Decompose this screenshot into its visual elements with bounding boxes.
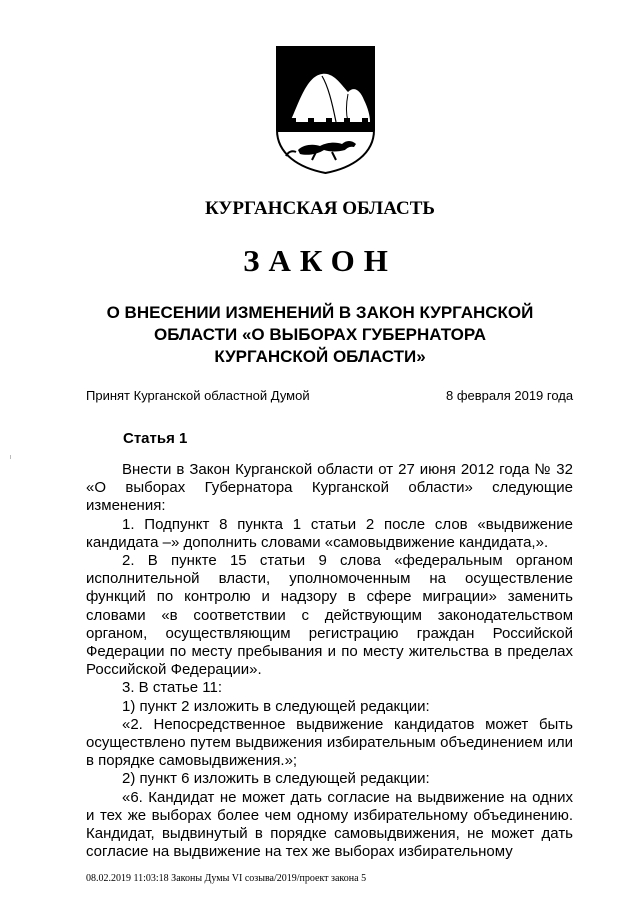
document-footer: 08.02.2019 11:03:18 Законы Думы VI созыва/2019/проект закона 5 (86, 873, 367, 884)
article-paragraph: «2. Непосредственное выдвижение кандидатов может быть осуществлено путем выдвижения избирательным объединением или в порядке самовыдвижения.»; (86, 715, 573, 770)
law-title: ЗАКОН (243, 243, 397, 278)
kurgan-coat-of-arms-emblem (276, 46, 375, 174)
margin-mark (10, 455, 11, 459)
article-paragraph: «6. Кандидат не может дать согласие на выдвижение на одних и тех же выборах более чем одному избирательному объединению. Кандидат, выдвинутый в порядке самовыдвижения, не может дать согласие на выдвижение на тех же выборах избирательному (86, 788, 573, 861)
region-name: КУРГАНСКАЯ ОБЛАСТЬ (205, 198, 435, 219)
law-subject-line: О ВНЕСЕНИИ ИЗМЕНЕНИЙ В ЗАКОН КУРГАНСКОЙ (106, 303, 534, 322)
adopted-by: Принят Курганской областной Думой (86, 388, 310, 403)
adoption-date: 8 февраля 2019 года (446, 388, 574, 403)
article-paragraph: 1) пункт 2 изложить в следующей редакции: (122, 697, 430, 715)
law-subject-line: КУРГАНСКОЙ ОБЛАСТИ» (214, 347, 426, 366)
article-paragraph: Внести в Закон Курганской области от 27 июня 2012 года № 32 «О выборах Губернатора Курганской области» следующие изменения: (86, 461, 573, 515)
law-subject-line: ОБЛАСТИ «О ВЫБОРАХ ГУБЕРНАТОРА (153, 325, 487, 344)
article-paragraph: 2. В пункте 15 статьи 9 слова «федеральным органом исполнительной власти, уполномоченным на осуществление функций по контролю и надзору в сфере миграции» заменить словами «в соответствии с действующим законодательством органом, осуществляющим регистрацию граждан Российской Федерации по месту пребывания и по месту жительства в пределах Российской Федерации». (86, 552, 573, 679)
article-paragraph: 1. Подпункт 8 пункта 1 статьи 2 после слов «выдвижение кандидата –» дополнить словами «самовыдвижение кандидата,». (86, 515, 573, 551)
article-paragraph: 2) пункт 6 изложить в следующей редакции: (122, 770, 430, 788)
article-heading: Статья 1 (123, 430, 188, 447)
law-subject (60, 302, 580, 368)
article-body (86, 461, 573, 861)
article-paragraph: 3. В статье 11: (122, 679, 222, 697)
